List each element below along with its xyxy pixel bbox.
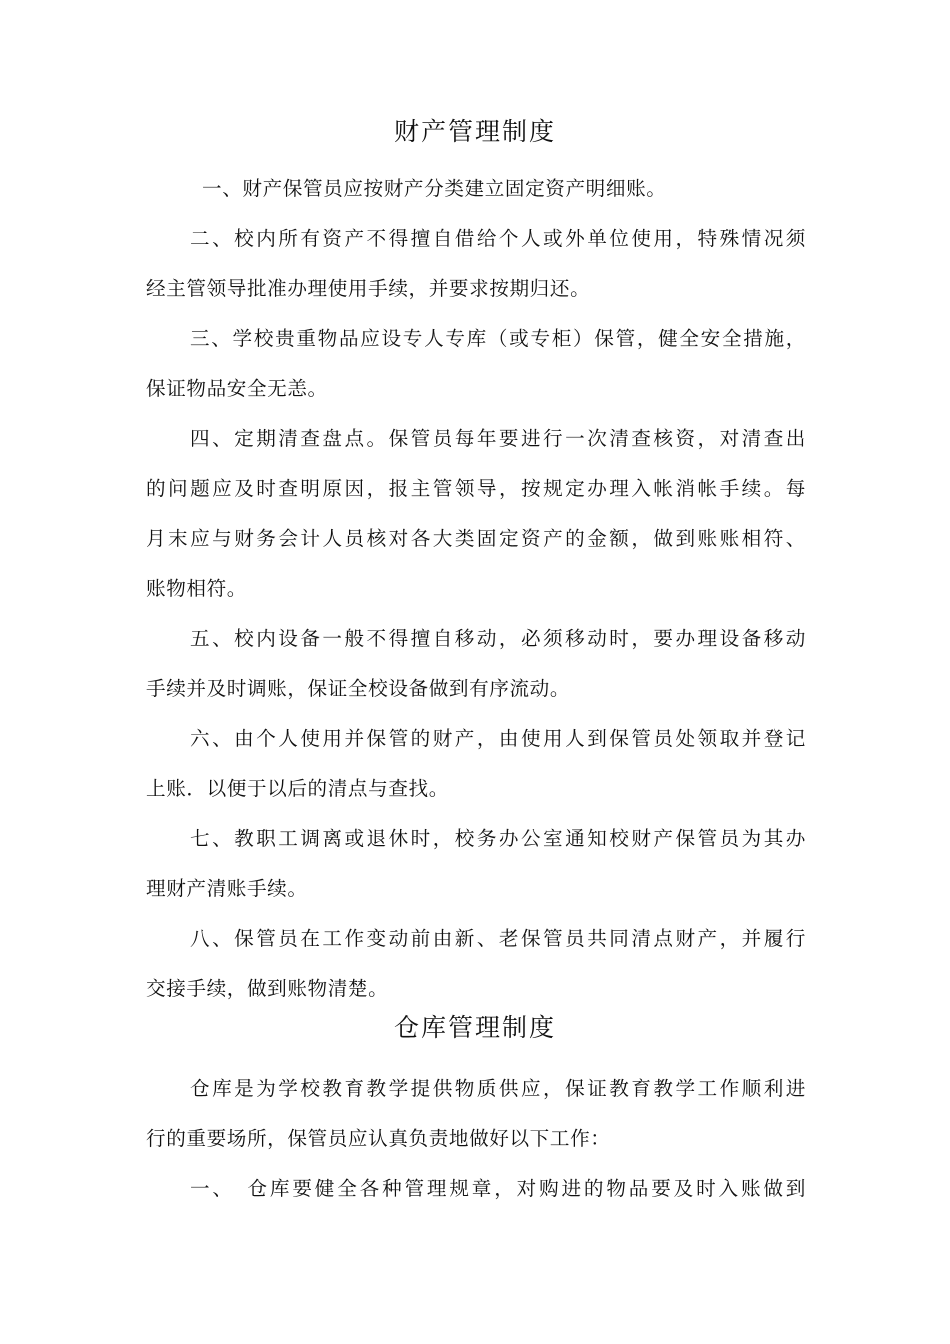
paragraph-line: 行的重要场所，保管员应认真负责地做好以下工作：: [146, 1127, 611, 1150]
paragraph-line: 六、由个人使用并保管的财产，由使用人到保管员处领取并登记: [190, 727, 806, 750]
paragraph-line: 五、校内设备一般不得擅自移动，必须移动时，要办理设备移动: [190, 627, 806, 650]
paragraph-line: 八、保管员在工作变动前由新、老保管员共同清点财产，并履行: [190, 927, 806, 950]
paragraph-line: 三、学校贵重物品应设专人专库（或专柜）保管，健全安全措施，: [190, 327, 806, 350]
paragraph-line: 上账．以便于以后的清点与查找。: [146, 777, 449, 800]
section-title-property: 财产管理制度: [393, 117, 556, 146]
paragraph-line: 保证物品安全无恙。: [146, 377, 328, 400]
paragraph-line: 一、 仓库要健全各种管理规章，对购进的物品要及时入账做到: [190, 1177, 806, 1200]
paragraph-line: 一、财产保管员应按财产分类建立固定资产明细账。: [202, 177, 667, 200]
paragraph-line: 四、定期清查盘点。保管员每年要进行一次清查核资，对清查出: [190, 427, 806, 450]
paragraph-line: 七、教职工调离或退休时，校务办公室通知校财产保管员为其办: [190, 827, 806, 850]
paragraph-line: 二、校内所有资产不得擅自借给个人或外单位使用，特殊情况须: [190, 227, 806, 250]
paragraph-line: 的问题应及时查明原因，报主管领导，按规定办理入帐消帐手续。每: [146, 477, 806, 500]
paragraph-line: 月末应与财务会计人员核对各大类固定资产的金额，做到账账相符、: [146, 527, 806, 550]
paragraph-line: 账物相符。: [146, 577, 247, 600]
paragraph-line: 仓库是为学校教育教学提供物质供应，保证教育教学工作顺利进: [190, 1077, 806, 1100]
paragraph-line: 理财产清账手续。: [146, 877, 308, 900]
paragraph-line: 交接手续，做到账物清楚。: [146, 977, 389, 1000]
paragraph-line: 手续并及时调账，保证全校设备做到有序流动。: [146, 677, 571, 700]
paragraph-line: 经主管领导批准办理使用手续，并要求按期归还。: [146, 277, 591, 300]
section-title-warehouse: 仓库管理制度: [393, 1013, 556, 1042]
